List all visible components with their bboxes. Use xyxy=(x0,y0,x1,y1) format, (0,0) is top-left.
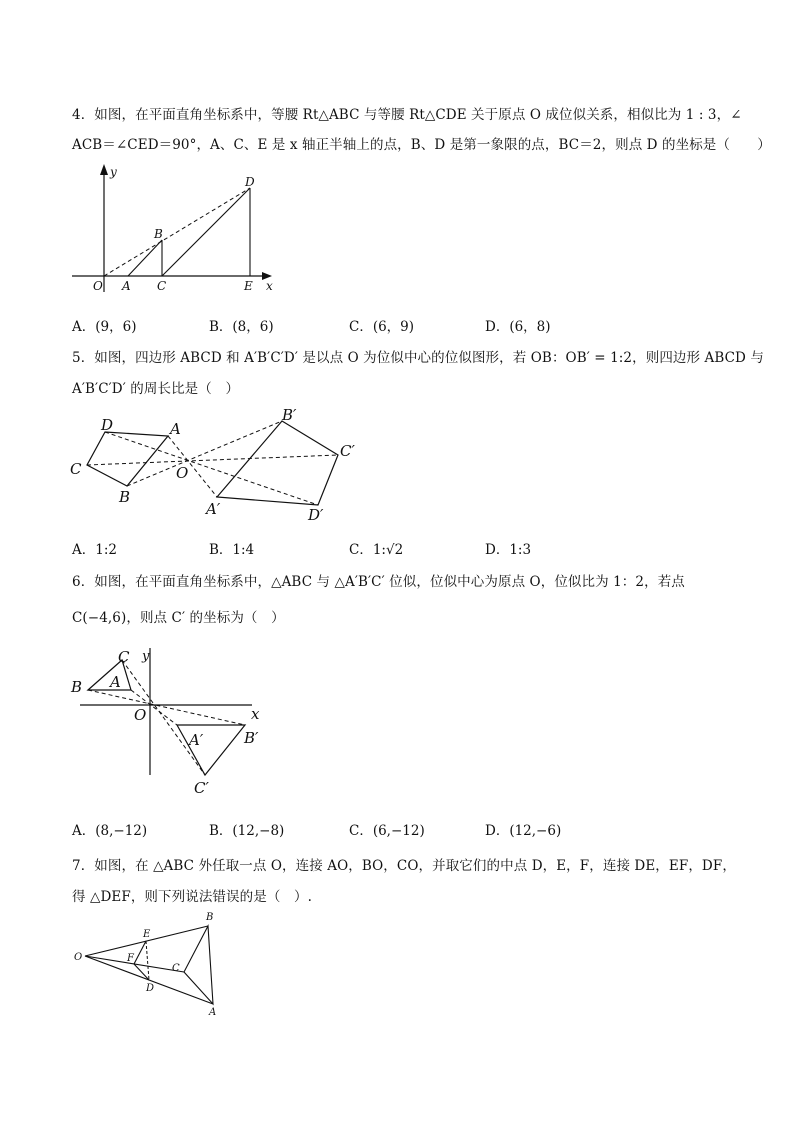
q4-option-d[interactable]: D．(6，8) xyxy=(485,319,551,335)
q5-label-O: O xyxy=(176,464,189,482)
q5-label-C2: C′ xyxy=(340,442,355,460)
q4-stem-line2: ACB＝∠CED＝90°，A、C、E 是 x 轴正半轴上的点，B、D 是第一象限的点，BC＝2，则点 D 的坐标是（ ） xyxy=(72,137,771,153)
q5-label-B: B xyxy=(119,488,131,506)
q7-label-A: A xyxy=(209,1007,217,1018)
q5-option-b[interactable]: B．1:4 xyxy=(209,542,255,558)
q7-seg-EF xyxy=(134,941,146,964)
q4-option-c[interactable]: C．(6，9) xyxy=(349,319,415,335)
q6-label-B: B xyxy=(71,678,83,696)
q4-label-E: E xyxy=(244,279,253,293)
q6-option-c[interactable]: C．(6,−12) xyxy=(349,823,425,839)
q7-label-E: E xyxy=(143,929,151,940)
q5-stem-line2: A′B′C′D′ 的周长比是（ ） xyxy=(72,381,240,397)
q6-label-x: x xyxy=(251,705,260,723)
q6-stem-line2: C(−4,6)，则点 C′ 的坐标为（ ） xyxy=(72,610,285,626)
q4-label-B: B xyxy=(154,227,163,241)
q6-option-b[interactable]: B．(12,−8) xyxy=(209,823,285,839)
q6-label-A2: A′ xyxy=(189,731,204,749)
q5-label-D: D xyxy=(101,416,114,434)
q7-seg-ED-dashed xyxy=(146,941,149,980)
q4-label-y: y xyxy=(110,165,117,179)
q4-label-D: D xyxy=(245,175,255,189)
q5-stem-line1: 5．如图，四边形 ABCD 和 A′B′C′D′ 是以点 O 为位似中心的位似图形，若 OB：OB′ = 1:2，则四边形 ABCD 与 xyxy=(72,350,764,366)
q6-option-d[interactable]: D．(12,−6) xyxy=(485,823,562,839)
q4-label-O: O xyxy=(93,279,103,293)
q6-label-C: C xyxy=(118,648,130,666)
q6-option-a[interactable]: A．(8,−12) xyxy=(72,823,148,839)
q7-triangle-ABC xyxy=(184,926,213,1004)
q6-label-A: A xyxy=(110,673,121,691)
q5-label-A2: A′ xyxy=(206,500,221,518)
q6-stem-line1: 6．如图，在平面直角坐标系中，△ABC 与 △A′B′C′ 位似，位似中心为原点 O，位似比为 1：2，若点 xyxy=(72,574,685,590)
q7-label-F: F xyxy=(127,953,134,964)
q5-label-D2: D′ xyxy=(308,506,324,524)
q4-label-A: A xyxy=(122,279,131,293)
q4-stem-line1: 4．如图，在平面直角坐标系中，等腰 Rt△ABC 与等腰 Rt△CDE 关于原点 O 成位似关系，相似比为 1 : 3，∠ xyxy=(72,107,742,123)
q7-label-B: B xyxy=(206,912,214,923)
q4-label-C: C xyxy=(157,279,167,293)
q6-label-C2: C′ xyxy=(194,779,209,797)
q5-option-d[interactable]: D．1:3 xyxy=(485,542,532,558)
q7-stem-line2: 得 △DEF，则下列说法错误的是（ ）. xyxy=(72,889,313,905)
q7-label-C: C xyxy=(172,963,180,974)
q5-option-a[interactable]: A．1:2 xyxy=(72,542,117,558)
q5-label-A: A xyxy=(170,420,181,438)
q6-label-y: y xyxy=(142,649,150,664)
q5-label-C: C xyxy=(70,460,82,478)
q5-label-B2: B′ xyxy=(282,406,297,424)
q7-label-D: D xyxy=(146,983,155,994)
q4-option-b[interactable]: B．(8，6) xyxy=(209,319,274,335)
q4-option-a[interactable]: A．(9，6) xyxy=(72,319,137,335)
q5-option-c[interactable]: C．1:√2 xyxy=(349,542,404,558)
q6-label-O: O xyxy=(134,706,147,724)
q4-label-x: x xyxy=(266,279,273,293)
q7-label-O: O xyxy=(74,952,83,963)
q7-stem-line1: 7．如图，在 △ABC 外任取一点 O，连接 AO，BO，CO，并取它们的中点 D，E，F，连接 DE，EF，DF， xyxy=(72,858,736,874)
q6-label-B2: B′ xyxy=(244,729,259,747)
